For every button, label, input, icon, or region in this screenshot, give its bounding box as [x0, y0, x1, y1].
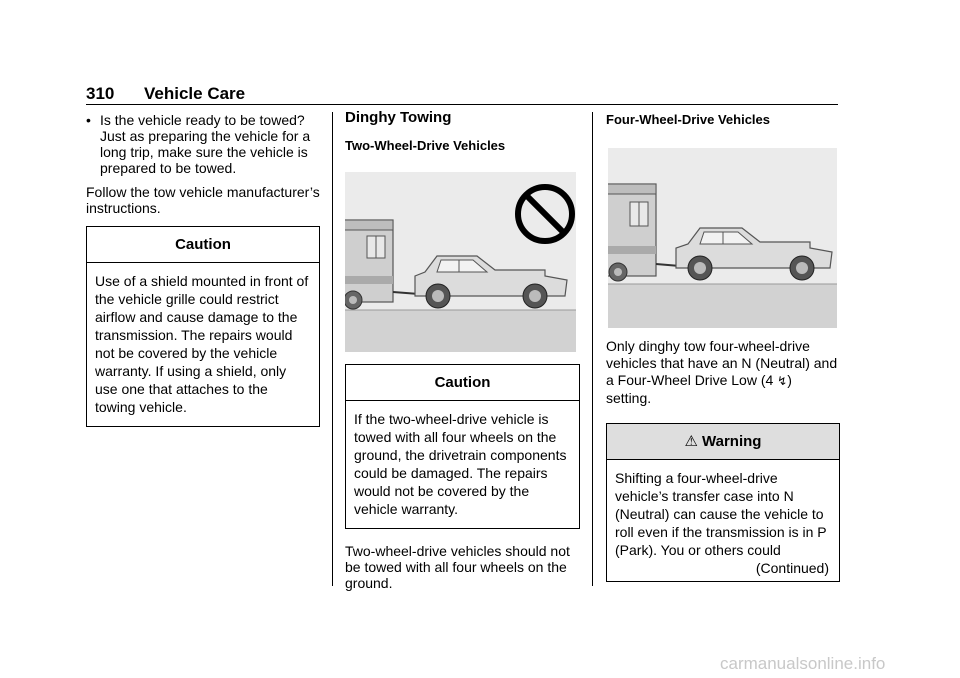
paragraph-4wd — [606, 338, 840, 407]
paragraph-2: Two-wheel-drive vehicles should not be towed with all four wheels on the ground. — [345, 543, 570, 591]
bullet-item — [86, 112, 320, 176]
warning-header — [607, 424, 839, 460]
section-heading: Dinghy Towing — [345, 109, 452, 126]
dinghy-towing-illustration — [608, 148, 837, 328]
warning-body — [607, 460, 839, 581]
section-title: Vehicle Care — [144, 84, 246, 103]
warning-box — [606, 423, 840, 582]
column-divider-1 — [332, 112, 333, 586]
column-3 — [606, 110, 840, 582]
four-wheel-low-icon: ↯ — [777, 374, 788, 388]
header-rule — [86, 104, 838, 105]
bullet-symbol: • — [86, 112, 91, 128]
continued-label: (Continued) — [755, 560, 829, 576]
column-2 — [345, 110, 580, 591]
caution-box-2 — [345, 364, 580, 529]
four-wheel-drive-towing-illustration — [608, 148, 837, 328]
caution-box — [86, 226, 320, 427]
paragraph-4wd-part-b: ) setting. — [606, 372, 792, 406]
subheading: Two-Wheel-Drive Vehicles — [345, 138, 506, 153]
watermark: carmanualsonline.info — [720, 654, 886, 673]
paragraph-4wd-part-a: Only dinghy tow four-wheel-drive vehicles that have an N (Neutral) and a Four-Wheel Drive Low (4 — [606, 338, 838, 388]
two-wheel-drive-towing-illustration — [345, 172, 576, 352]
column-1 — [86, 112, 320, 427]
warning-icon: ⚠ — [684, 433, 698, 450]
page-number: 310 — [86, 84, 115, 103]
page-header — [86, 84, 245, 104]
caution-title: Caution — [87, 227, 319, 263]
caution-title-2: Caution — [346, 365, 579, 401]
warning-title: Warning — [702, 433, 762, 450]
caution-body-2: If the two-wheel-drive vehicle is towed with all four wheels on the ground, the drivetrain components could be damaged. The repairs would not be covered by the vehicle warranty. — [354, 411, 567, 517]
towing-prohibited-icon-illustration — [345, 172, 576, 352]
column-divider-2 — [592, 112, 593, 586]
warning-text: Shifting a four-wheel-drive vehicle’s transfer case into N (Neutral) can cause the vehicle to roll even if the transmission is in P (Park). You or others could — [615, 470, 827, 558]
paragraph: Follow the tow vehicle manufacturer’s instructions. — [86, 184, 320, 216]
caution-body: Use of a shield mounted in front of the vehicle grille could restrict airflow and cause damage to the transmission. The repairs would not be covered by the vehicle warranty. If using a shield, only use one that attaches to the towing vehicle. — [95, 273, 309, 415]
subheading-4wd: Four-Wheel-Drive Vehicles — [606, 112, 770, 127]
bullet-text: Is the vehicle ready to be towed? Just as preparing the vehicle for a long trip, make sure the vehicle is prepared to be towed. — [100, 112, 311, 176]
